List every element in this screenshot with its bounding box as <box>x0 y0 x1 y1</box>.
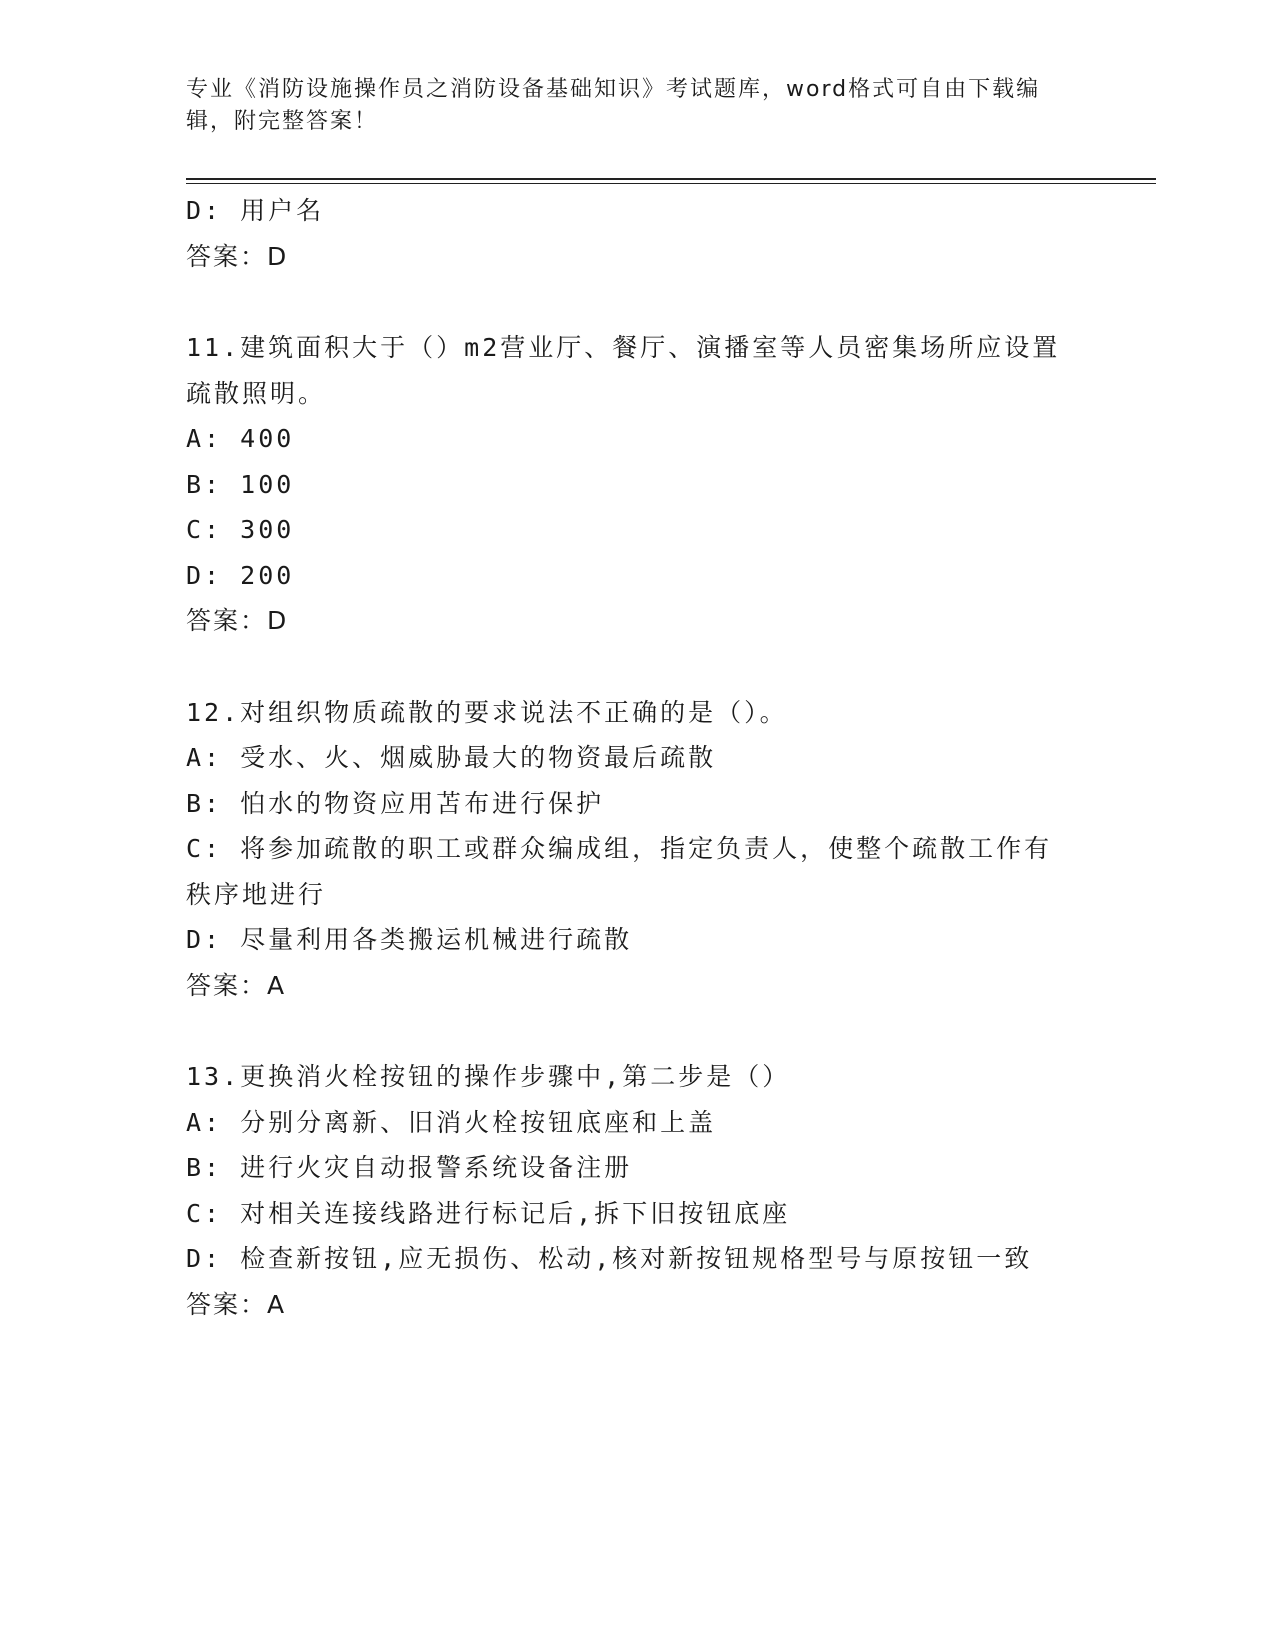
answer: 答案：A <box>186 970 287 1000</box>
spacer <box>186 644 1086 690</box>
option-a: A: 受水、火、烟威胁最大的物资最后疏散 <box>186 743 717 772</box>
option-a: A: 400 <box>186 424 295 453</box>
option-a: A: 分别分离新、旧消火栓按钮底座和上盖 <box>186 1107 717 1137</box>
option-b: B: 怕水的物资应用苫布进行保护 <box>186 788 605 818</box>
question-stem: 11.建筑面积大于（）m2营业厅、餐厅、演播室等人员密集场所应设置 <box>186 333 1061 362</box>
document-header: 专业《消防设施操作员之消防设备基础知识》考试题库，word格式可自由下载编辑，附完整答案！ <box>186 77 1041 134</box>
question-stem: 13.更换消火栓按钮的操作步骤中,第二步是（） <box>186 1062 791 1091</box>
answer: 答案：D <box>186 606 289 635</box>
question-12 <box>186 690 1086 1009</box>
option-c-continued: 秩序地进行 <box>186 879 327 909</box>
header-rule-thin <box>186 183 1156 184</box>
question-content <box>186 188 1086 1327</box>
answer: 答案：A <box>186 1289 287 1319</box>
option-b: B: 100 <box>186 469 295 499</box>
question-13 <box>186 1054 1086 1327</box>
header-rule-thick <box>186 178 1156 180</box>
spacer <box>186 1008 1086 1054</box>
option-d: D: 尽量利用各类搬运机械进行疏散 <box>186 925 633 954</box>
spacer <box>186 279 1086 325</box>
prev-option-d: D: 用户名 <box>186 196 325 225</box>
prev-answer: 答案：D <box>186 241 289 271</box>
option-d: D: 200 <box>186 560 295 590</box>
question-stem-continued: 疏散照明。 <box>186 378 327 408</box>
option-b: B: 进行火灾自动报警系统设备注册 <box>186 1153 633 1182</box>
option-c: C: 300 <box>186 515 295 544</box>
question-11 <box>186 325 1086 644</box>
option-d: D: 检查新按钮,应无损伤、松动,核对新按钮规格型号与原按钮一致 <box>186 1244 1033 1273</box>
option-c: C: 将参加疏散的职工或群众编成组，指定负责人，使整个疏散工作有 <box>186 834 1053 863</box>
option-c: C: 对相关连接线路进行标记后,拆下旧按钮底座 <box>186 1198 791 1228</box>
question-stem: 12.对组织物质疏散的要求说法不正确的是（）。 <box>186 697 788 727</box>
